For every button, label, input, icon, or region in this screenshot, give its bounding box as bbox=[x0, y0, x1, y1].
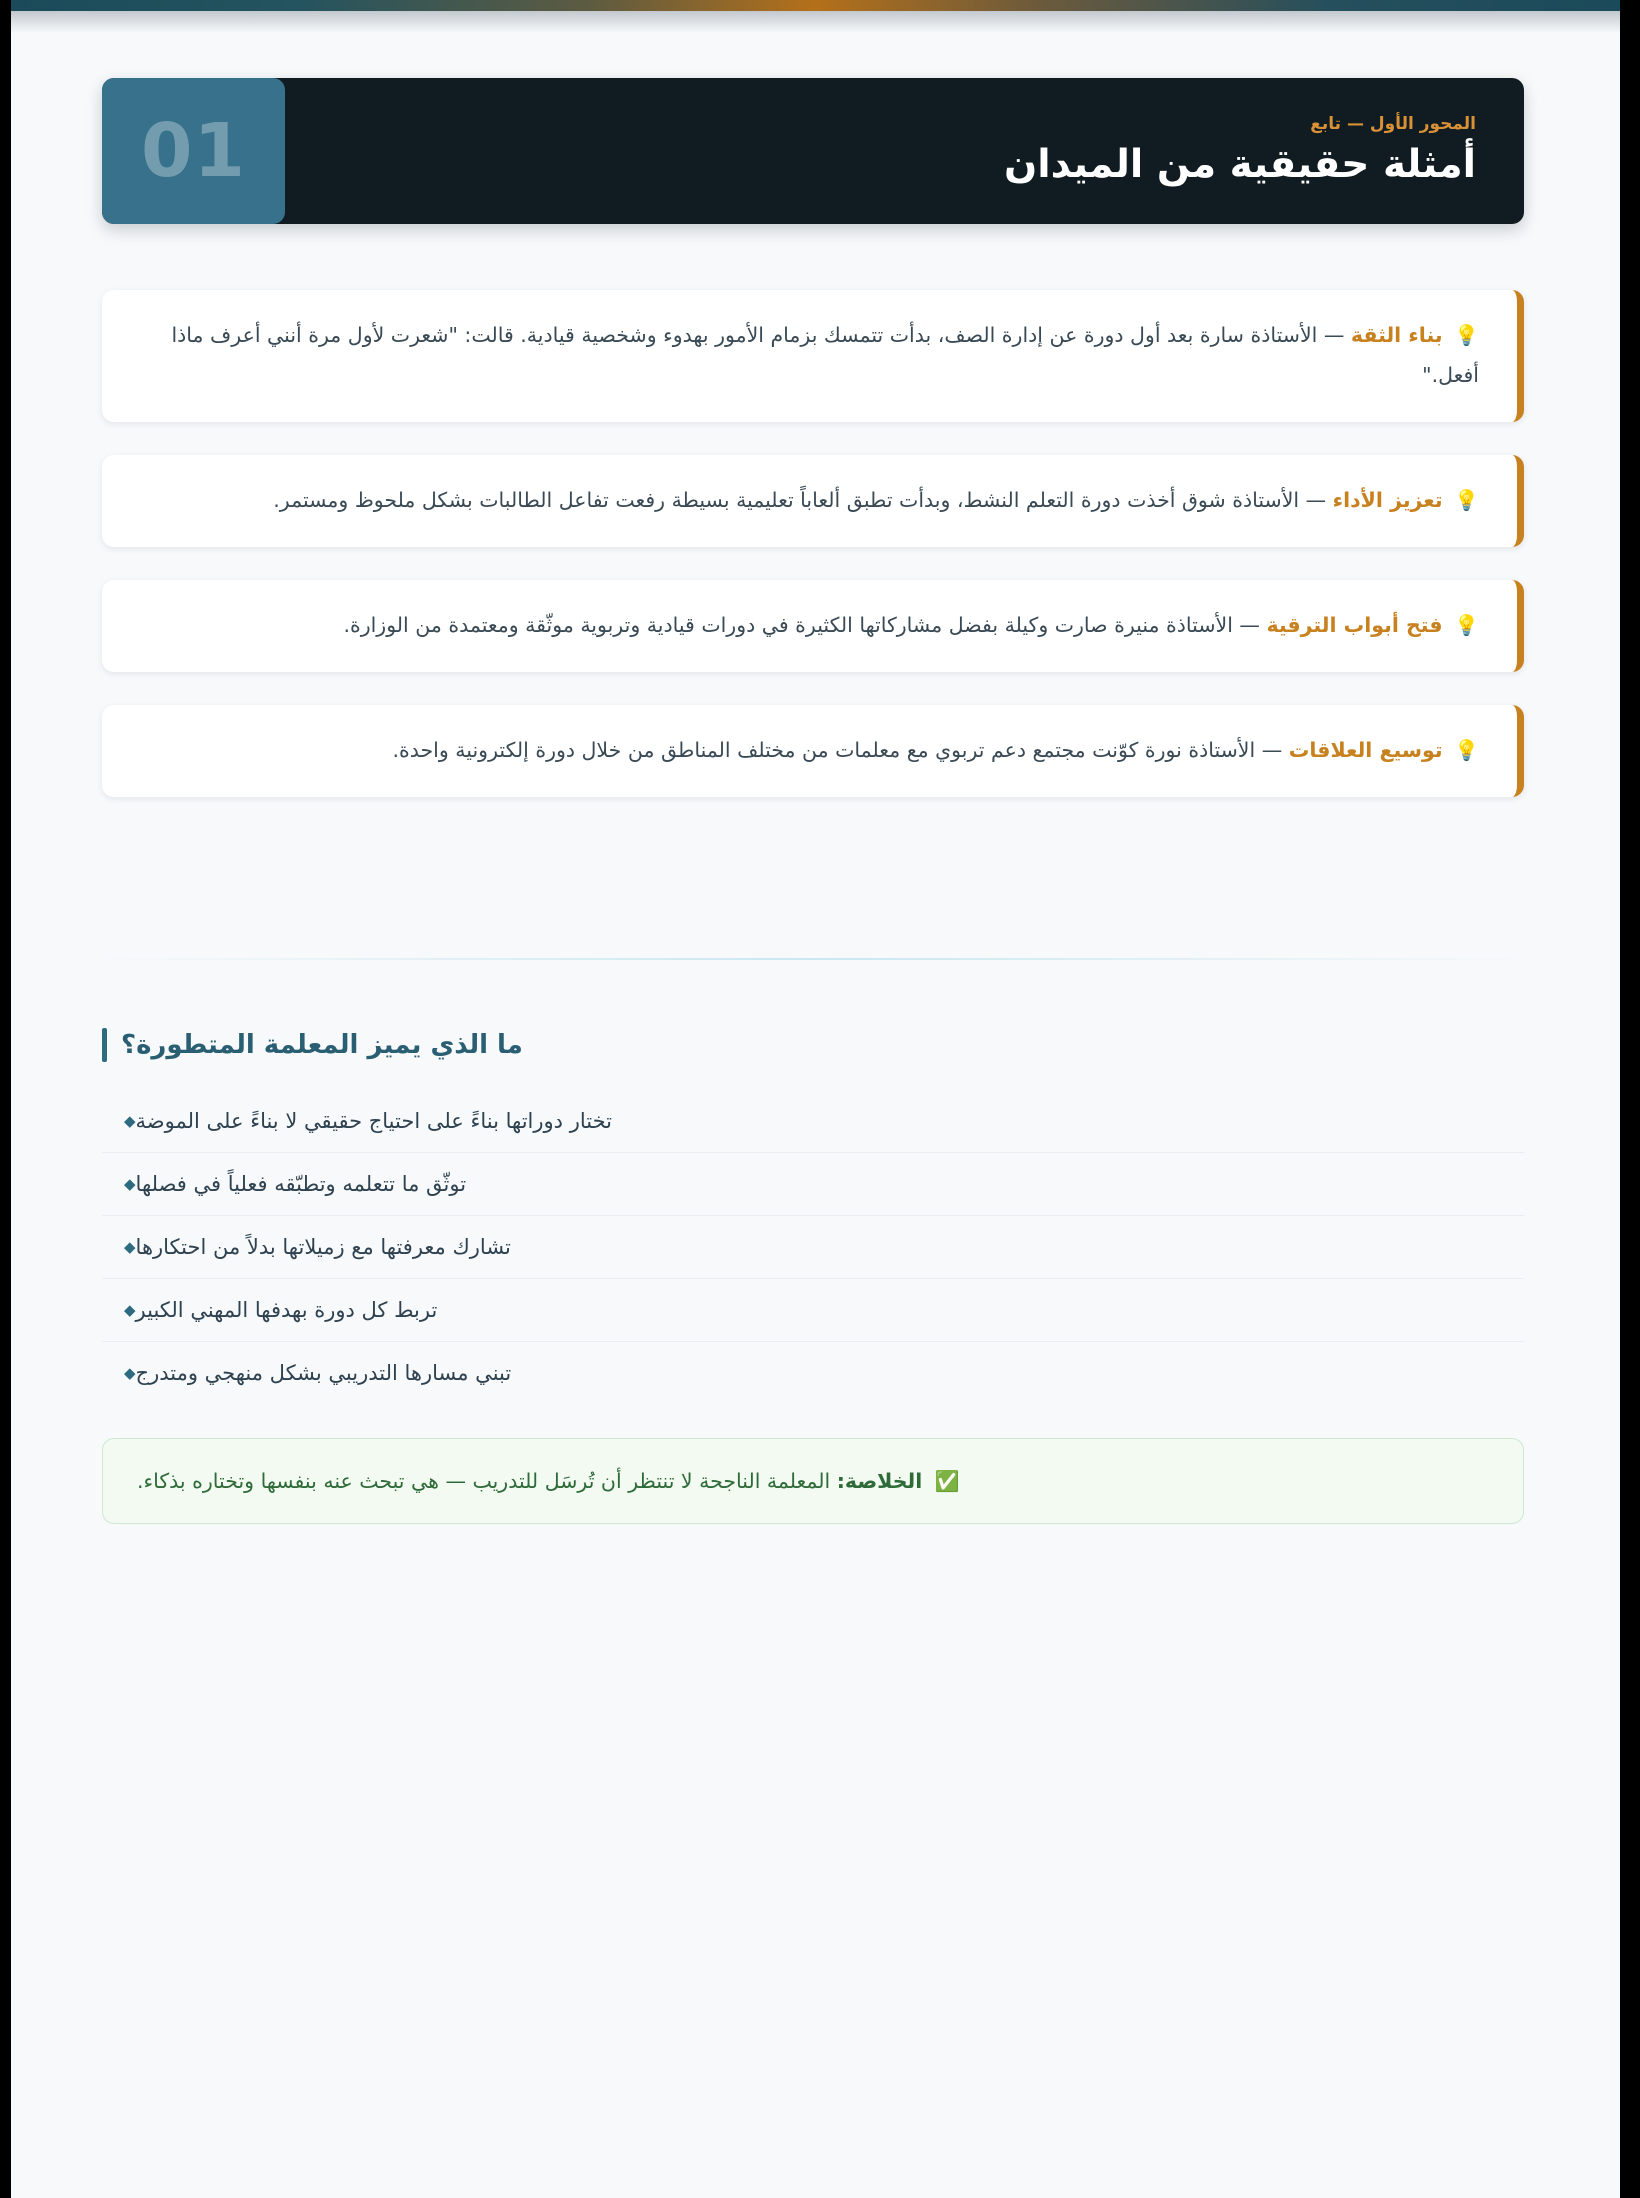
example-card-lead: فتح أبواب الترقية bbox=[1266, 612, 1443, 637]
example-card bbox=[102, 455, 1524, 547]
conclusion-text bbox=[137, 1463, 960, 1500]
traits-section-heading bbox=[102, 1028, 1524, 1062]
conclusion-callout bbox=[102, 1438, 1524, 1524]
heading-accent-bar bbox=[102, 1028, 107, 1062]
conclusion-lead: الخلاصة: bbox=[836, 1468, 923, 1493]
example-card-body: الأستاذة نورة كوّنت مجتمع دعم تربوي مع معلمات من مختلف المناطق من خلال دورة إلكترونية واحدة. bbox=[392, 737, 1256, 762]
lightbulb-icon: 💡 bbox=[1454, 323, 1479, 347]
example-card-text bbox=[136, 481, 1479, 521]
section-number-text: 01 bbox=[141, 108, 246, 194]
list-item-label: تختار دوراتها بناءً على احتياج حقيقي لا بناءً على الموضة bbox=[135, 1109, 612, 1133]
diamond-bullet-icon: ◆ bbox=[124, 1174, 136, 1193]
list-item bbox=[102, 1090, 1524, 1153]
list-item-label: توثّق ما تتعلمه وتطبّقه فعلياً في فصلها bbox=[135, 1172, 467, 1196]
check-mark-icon: ✅ bbox=[934, 1468, 960, 1493]
list-item bbox=[102, 1153, 1524, 1216]
list-item bbox=[102, 1279, 1524, 1342]
example-card-body: الأستاذة سارة بعد أول دورة عن إدارة الصف، بدأت تتمسك بزمام الأمور بهدوء وشخصية قيادية. قالت: "شعرت لأول مرة أنني أعرف ماذا أفعل." bbox=[171, 323, 1479, 387]
example-card-lead: تعزيز الأداء bbox=[1332, 487, 1443, 512]
example-cards-list bbox=[102, 290, 1524, 830]
example-card bbox=[102, 705, 1524, 797]
page-title: أمثلة حقيقية من الميدان bbox=[1004, 142, 1476, 188]
example-card-dash: — bbox=[1299, 487, 1333, 512]
example-card-lead: توسيع العلاقات bbox=[1288, 737, 1443, 762]
diamond-bullet-icon: ◆ bbox=[124, 1300, 136, 1319]
page-frame bbox=[11, 0, 1620, 2198]
list-item-label: تشارك معرفتها مع زميلاتها بدلاً من احتكارها bbox=[135, 1235, 511, 1259]
example-card-text bbox=[136, 316, 1479, 396]
example-card-dash: — bbox=[1232, 612, 1267, 637]
example-card bbox=[102, 290, 1524, 422]
conclusion-body: المعلمة الناجحة لا تنتظر أن تُرسَل للتدريب — هي تبحث عنه بنفسها وتختاره بذكاء. bbox=[137, 1468, 837, 1493]
lightbulb-icon: 💡 bbox=[1454, 487, 1479, 512]
list-item bbox=[102, 1216, 1524, 1279]
example-card-dash: — bbox=[1255, 737, 1289, 762]
lightbulb-icon: 💡 bbox=[1454, 612, 1479, 637]
section-eyebrow: المحور الأول — تابع bbox=[1310, 114, 1476, 135]
lightbulb-icon: 💡 bbox=[1454, 737, 1479, 762]
list-item-label: تربط كل دورة بهدفها المهني الكبير bbox=[135, 1298, 438, 1322]
document-page bbox=[11, 0, 1620, 2198]
example-card-text bbox=[136, 606, 1479, 646]
traits-section-title: ما الذي يميز المعلمة المتطورة؟ bbox=[121, 1030, 523, 1060]
section-number-badge bbox=[102, 78, 285, 224]
section-header-banner bbox=[102, 78, 1524, 224]
example-card-dash: — bbox=[1317, 323, 1351, 347]
list-item-label: تبني مسارها التدريبي بشكل منهجي ومتدرج bbox=[135, 1361, 512, 1385]
list-item bbox=[102, 1342, 1524, 1404]
diamond-bullet-icon: ◆ bbox=[124, 1111, 136, 1130]
diamond-bullet-icon: ◆ bbox=[124, 1363, 136, 1382]
example-card-body: الأستاذة شوق أخذت دورة التعلم النشط، وبدأت تطبق ألعاباً تعليمية بسيطة رفعت تفاعل الطالبات بشكل ملحوظ ومستمر. bbox=[273, 487, 1300, 512]
section-header-text bbox=[285, 78, 1524, 224]
example-card-text bbox=[136, 731, 1479, 771]
example-card bbox=[102, 580, 1524, 672]
example-card-lead: بناء الثقة bbox=[1350, 323, 1443, 347]
example-card-body: الأستاذة منيرة صارت وكيلة بفضل مشاركاتها الكثيرة في دورات قيادية وتربوية موثّقة ومعتمدة من الوزارة. bbox=[343, 612, 1233, 637]
diamond-bullet-icon: ◆ bbox=[124, 1237, 136, 1256]
section-divider bbox=[102, 958, 1524, 960]
traits-list bbox=[102, 1090, 1524, 1404]
